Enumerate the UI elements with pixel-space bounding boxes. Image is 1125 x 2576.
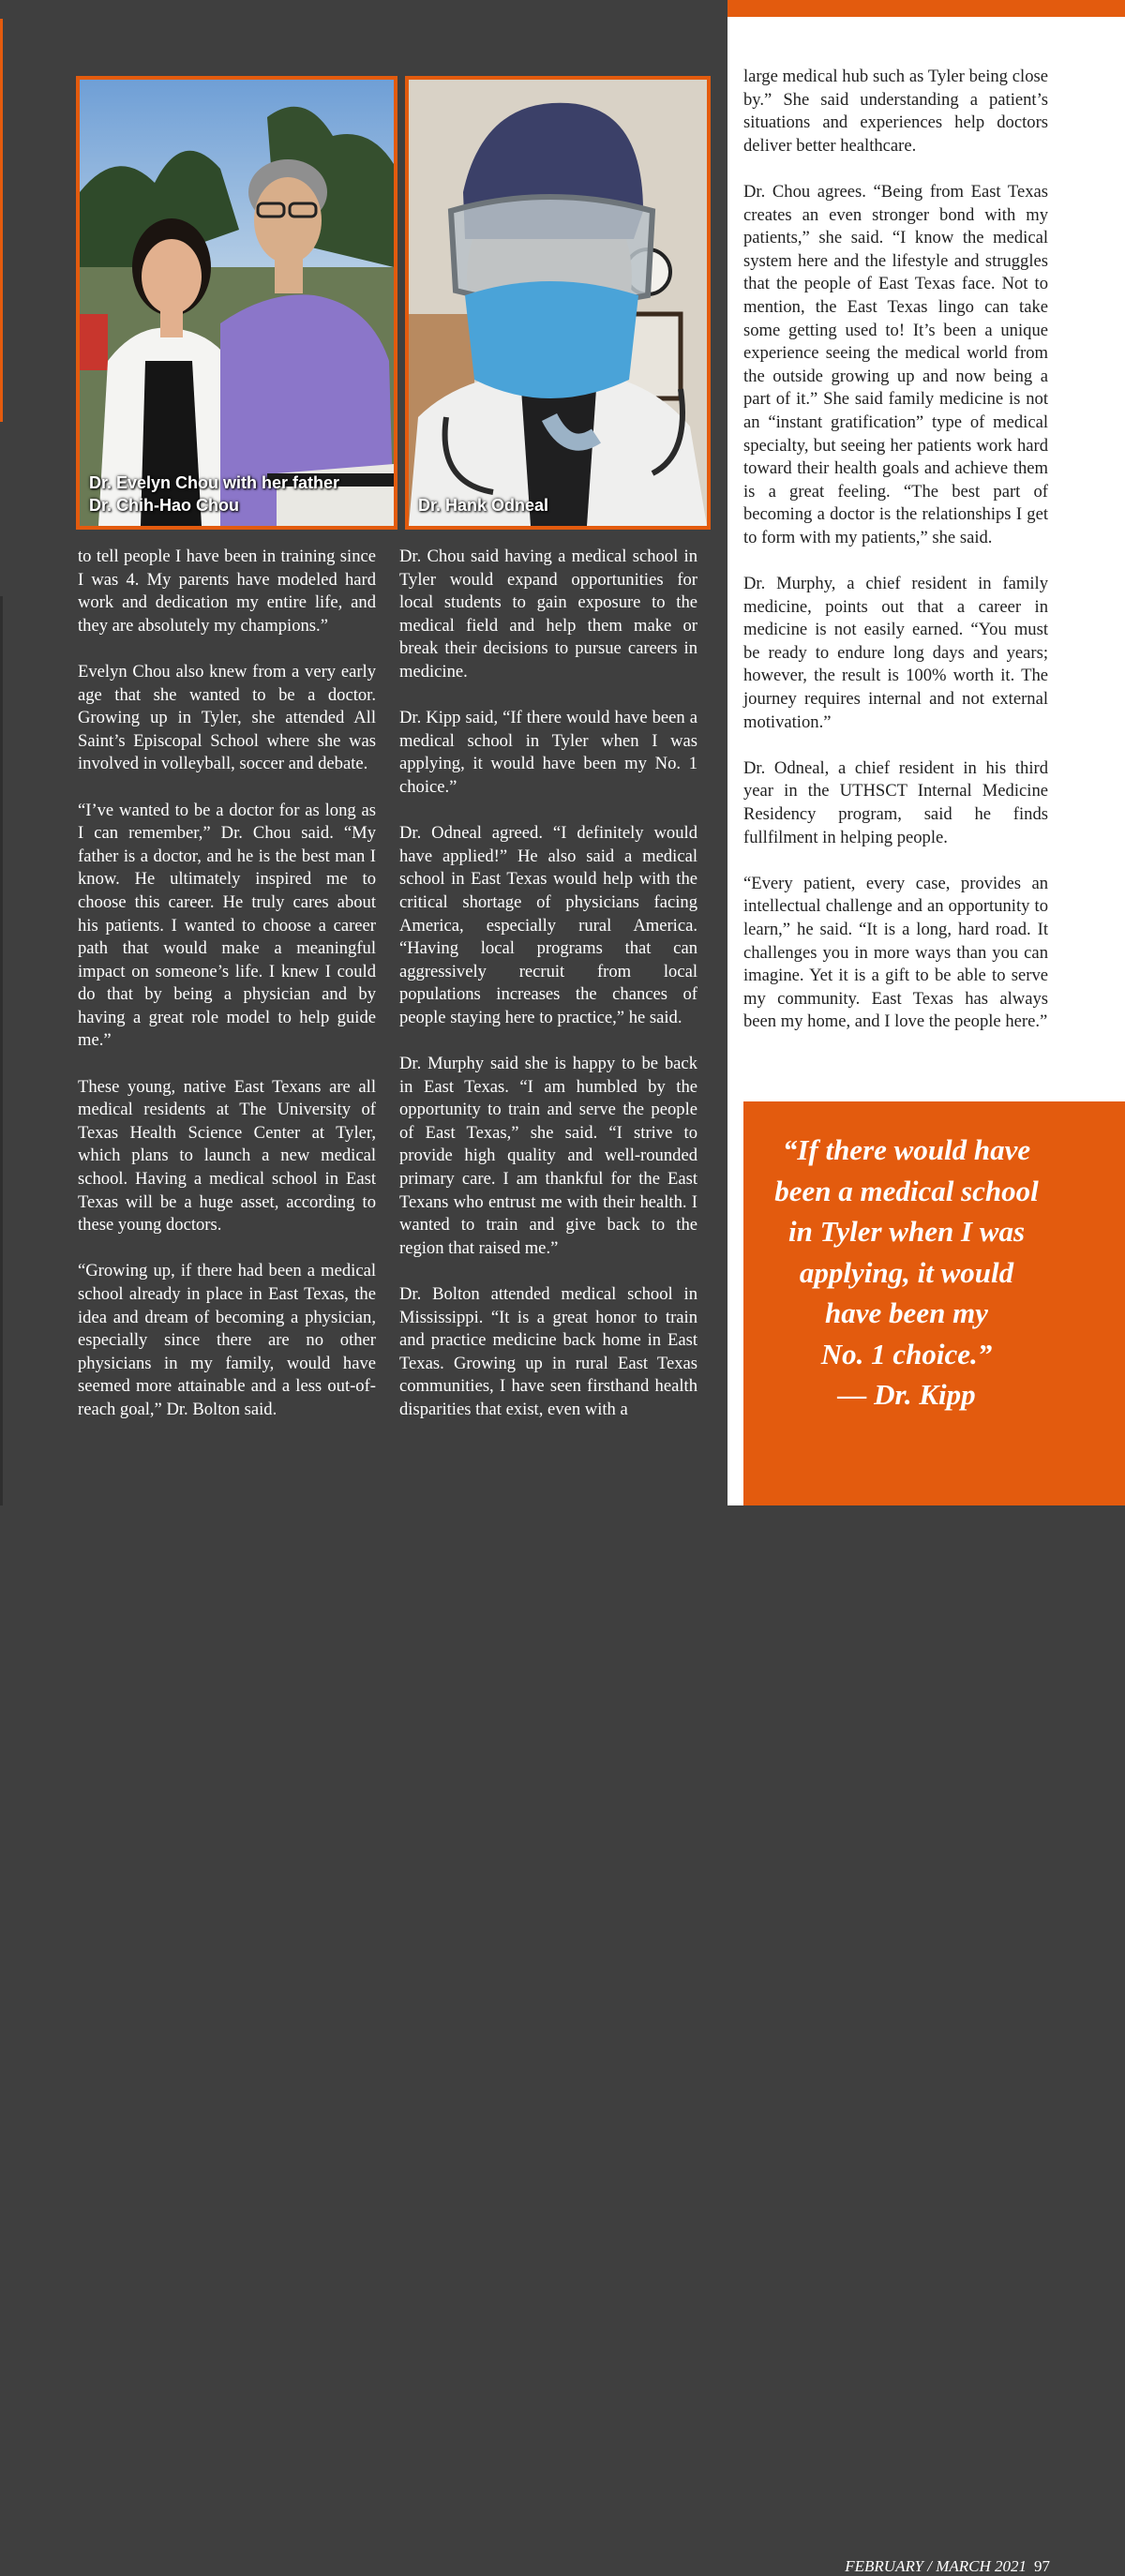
- issue-date: FEBRUARY / MARCH 2021: [845, 2557, 1027, 2575]
- paragraph: “Every patient, every case, provides an intellectual challenge and an opportunity to learn,” he said. “It is a long, hard road. It challenges you in more ways than you can imagine. Yet it is a gift to be able to serve my community. East Texas has always been my home, and I love the people here.”: [743, 873, 1048, 1032]
- article-column-2: [399, 546, 698, 1445]
- left-edge-shadow: [0, 596, 3, 1505]
- quote-line: No. 1 choice.”: [820, 1337, 993, 1370]
- accent-top-bar: [728, 0, 1125, 17]
- photo-illustration: [80, 80, 394, 526]
- caption-line: Dr. Hank Odneal: [418, 496, 549, 515]
- paragraph: Dr. Chou agrees. “Being from East Texas creates an even stronger bond with my patients,” she said. “I know the medical system here and the lifestyle and struggles that the people of East Texas face. Not to mention, the East Texas lingo can take some getting used to! It’s been a unique experience seeing the medical world from the outside growing up and now being a part of it.” She said family medicine is not an “instant gratification” type of medical specialty, but seeing her patients work hard toward their health goals and achieve them is a great feeling. “The best part of becoming a doctor is the relationships I get to form with my patients,” she said.: [743, 181, 1048, 547]
- paragraph: Dr. Murphy, a chief resident in family medicine, points out that a career in medicine is not easily earned. “You must be ready to endure long days and years; however, the result is 100% worth it. The journey requires internal and not external motivation.”: [743, 574, 1048, 732]
- left-accent-stripe: [0, 19, 3, 422]
- photo-illustration: [409, 80, 707, 526]
- paragraph: Dr. Kipp said, “If there would have been a medical school in Tyler when I was applying, it would have been my No. 1 choice.”: [399, 708, 698, 797]
- quote-line: been a medical school: [774, 1174, 1039, 1207]
- paragraph: Evelyn Chou also knew from a very early age that she wanted to be a doctor. Growing up in Tyler, she attended All Saint’s Episcopal School where she was involved in volleyball, soccer and debate.: [78, 661, 376, 774]
- paragraph: large medical hub such as Tyler being close by.” She said understanding a patient’s situations and experiences help doctors deliver better healthcare.: [743, 67, 1048, 156]
- quote-line: have been my: [825, 1296, 988, 1329]
- caption-line: Dr. Chih-Hao Chou: [89, 496, 239, 515]
- paragraph: Dr. Odneal agreed. “I definitely would have applied!” He also said a medical school in East Texas would help with the critical shortage of physicians facing America, especially rural America. “Having local programs that can aggressively recruit from local populations increases the chances of people staying here to practice,” he said.: [399, 823, 698, 1027]
- paragraph: Dr. Odneal, a chief resident in his third year in the UTHSCT Internal Medicine Residency program, said he finds fullfilment in helping people.: [743, 757, 1048, 847]
- caption-line: Dr. Evelyn Chou with her father: [89, 473, 340, 492]
- paragraph: Dr. Bolton attended medical school in Mississippi. “It is a great honor to train and practice medicine back home in East Texas. Growing up in rural East Texas communities, I have seen firsthand health disparities that exist, even with a: [399, 1284, 698, 1419]
- photo-caption: [418, 494, 548, 517]
- photo-odneal: [405, 76, 711, 530]
- quote-line: “If there would have: [782, 1133, 1031, 1166]
- article-column-1: [78, 546, 376, 1445]
- paragraph: “I’ve wanted to be a doctor for as long as I can remember,” Dr. Chou said. “My father is a doctor, and he is the best man I know. He ultimately inspired me to choose this career. He truly cares about his patients. I wanted to choose a career path that would make a meaningful impact on someone’s life. I knew I could do that by being a physician and by having a great role model to help guide me.”: [78, 800, 376, 1051]
- paragraph: Dr. Chou said having a medical school in Tyler would expand opportunities for local students to gain exposure to the medical field and help them make or break their decisions to pursue careers in medicine.: [399, 547, 698, 681]
- page-number: 97: [1034, 2557, 1050, 2575]
- pull-quote: [743, 1130, 1070, 1415]
- article-column-3: [743, 66, 1048, 1057]
- paragraph: “Growing up, if there had been a medical school already in place in East Texas, the idea and dream of becoming a physician, especially since there are no other physicians in my family, would have seemed more attainable and a less out-of-reach goal,” Dr. Bolton said.: [78, 1261, 376, 1419]
- photo-caption: [89, 472, 339, 517]
- pull-quote-box: [743, 1101, 1125, 2575]
- paragraph: Dr. Murphy said she is happy to be back in East Texas. “I am humbled by the opportunity to train and serve the people of East Texas,” she said. “I strive to provide high quality and well-rounded primary care. I am thankful for the East Texans who entrust me with their health. I wanted to train and give back to the region that raised me.”: [399, 1054, 698, 1258]
- photo-chou-father: [76, 76, 398, 530]
- quote-line: applying, it would: [799, 1255, 1014, 1289]
- quote-line: in Tyler when I was: [788, 1215, 1026, 1248]
- quote-attribution: — Dr. Kipp: [837, 1378, 976, 1411]
- page-footer: [845, 2557, 1050, 2576]
- paragraph: to tell people I have been in training since I was 4. My parents have modeled hard work and dedication my entire life, and they are absolutely my champions.”: [78, 547, 376, 636]
- paragraph: These young, native East Texans are all medical residents at The University of Texas Health Science Center at Tyler, which plans to launch a new medical school. Having a medical school in East Texas will be a huge asset, according to these young doctors.: [78, 1076, 376, 1236]
